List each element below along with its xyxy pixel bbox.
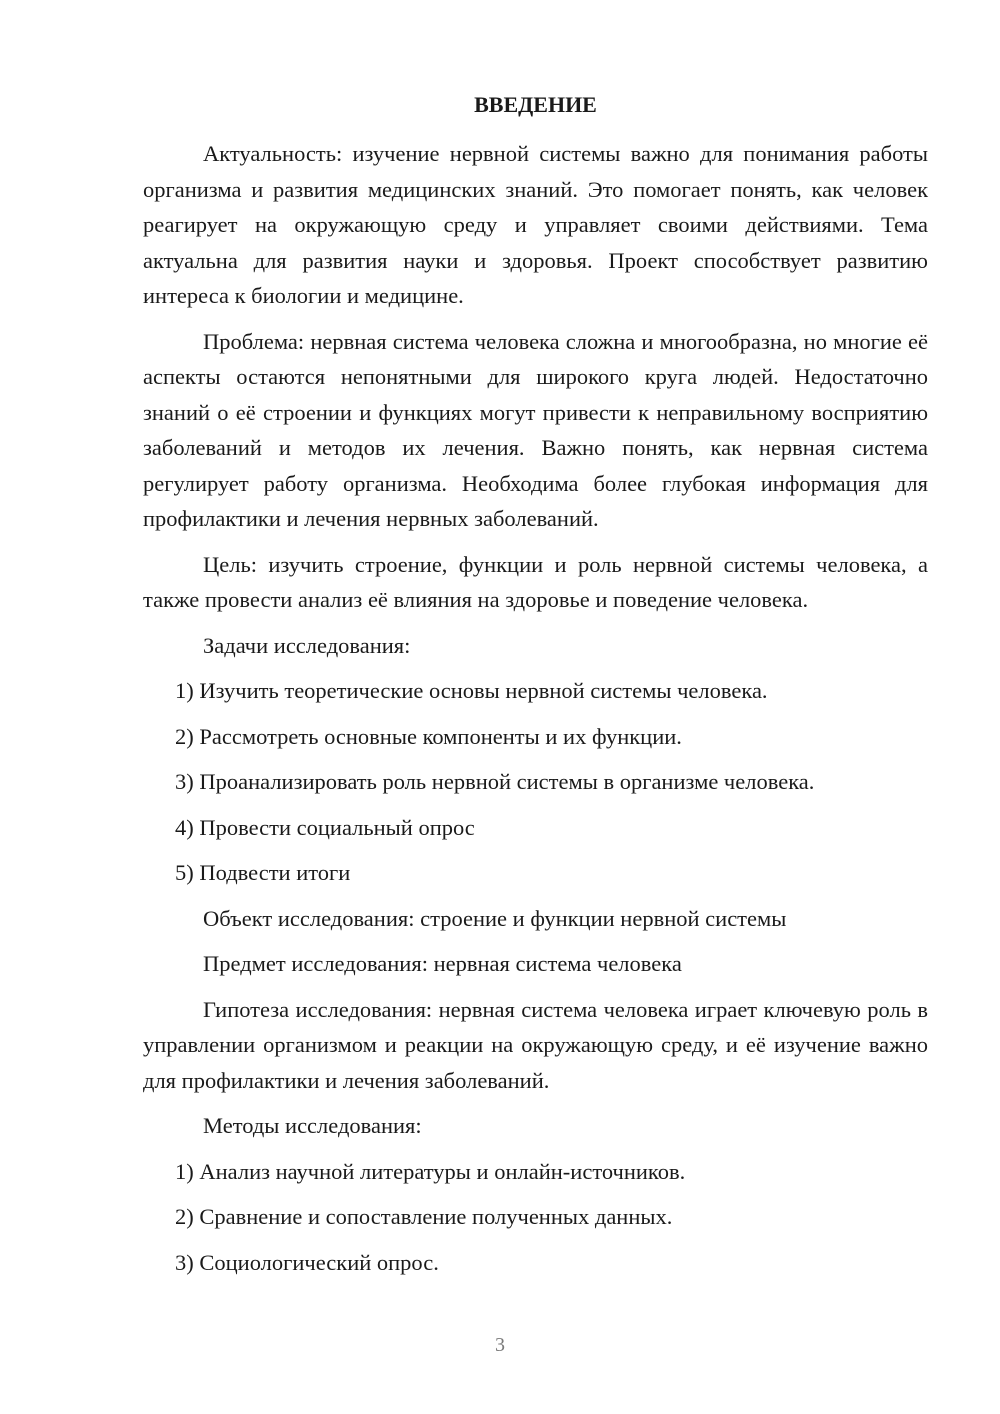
hypothesis-paragraph: Гипотеза исследования: нервная система человека играет ключевую роль в управлении организмом и реакции на окружающую среду, и её изучение важно для профилактики и лечения заболеваний. bbox=[143, 996, 928, 1093]
task-item-4: 4) Провести социальный опрос bbox=[175, 814, 475, 840]
research-object: Объект исследования: строение и функции нервной системы bbox=[203, 905, 787, 931]
relevance-paragraph: Актуальность: изучение нервной системы важно для понимания работы организма и развития медицинских знаний. Это помогает понять, как человек реагирует на окружающую среду и управляет своими действиями. Тема актуальна для развития науки и здоровья. Проект способствует развитию интереса к биологии и медицине. bbox=[143, 141, 928, 308]
method-item-3: 3) Социологический опрос. bbox=[175, 1249, 439, 1275]
methods-heading: Методы исследования: bbox=[203, 1113, 422, 1138]
method-item-2: 2) Сравнение и сопоставление полученных данных. bbox=[175, 1204, 673, 1229]
page-content bbox=[143, 92, 928, 1290]
task-item-3: 3) Проанализировать роль нервной системы в организме человека. bbox=[175, 769, 815, 794]
tasks-heading: Задачи исследования: bbox=[203, 632, 411, 658]
task-item-2: 2) Рассмотреть основные компоненты и их функции. bbox=[175, 723, 682, 749]
research-subject: Предмет исследования: нервная система человека bbox=[203, 951, 682, 976]
page-number: 3 bbox=[495, 1334, 505, 1356]
task-item-1: 1) Изучить теоретические основы нервной системы человека. bbox=[175, 678, 768, 703]
problem-paragraph: Проблема: нервная система человека сложна и многообразна, но многие её аспекты остаются непонятными для широкого круга людей. Недостаточно знаний о её строении и функциях могут привести к неправильному восприятию заболеваний и методов их лечения. Важно понять, как нервная система регулирует работу организма. Необходима более глубокая информация для профилактики и лечения нервных заболеваний. bbox=[143, 328, 928, 531]
section-title: ВВЕДЕНИЕ bbox=[474, 92, 597, 117]
method-item-1: 1) Анализ научной литературы и онлайн-источников. bbox=[175, 1158, 686, 1184]
task-item-5: 5) Подвести итоги bbox=[175, 860, 351, 885]
goal-paragraph: Цель: изучить строение, функции и роль нервной системы человека, а также провести анализ её влияния на здоровье и поведение человека. bbox=[143, 551, 928, 612]
